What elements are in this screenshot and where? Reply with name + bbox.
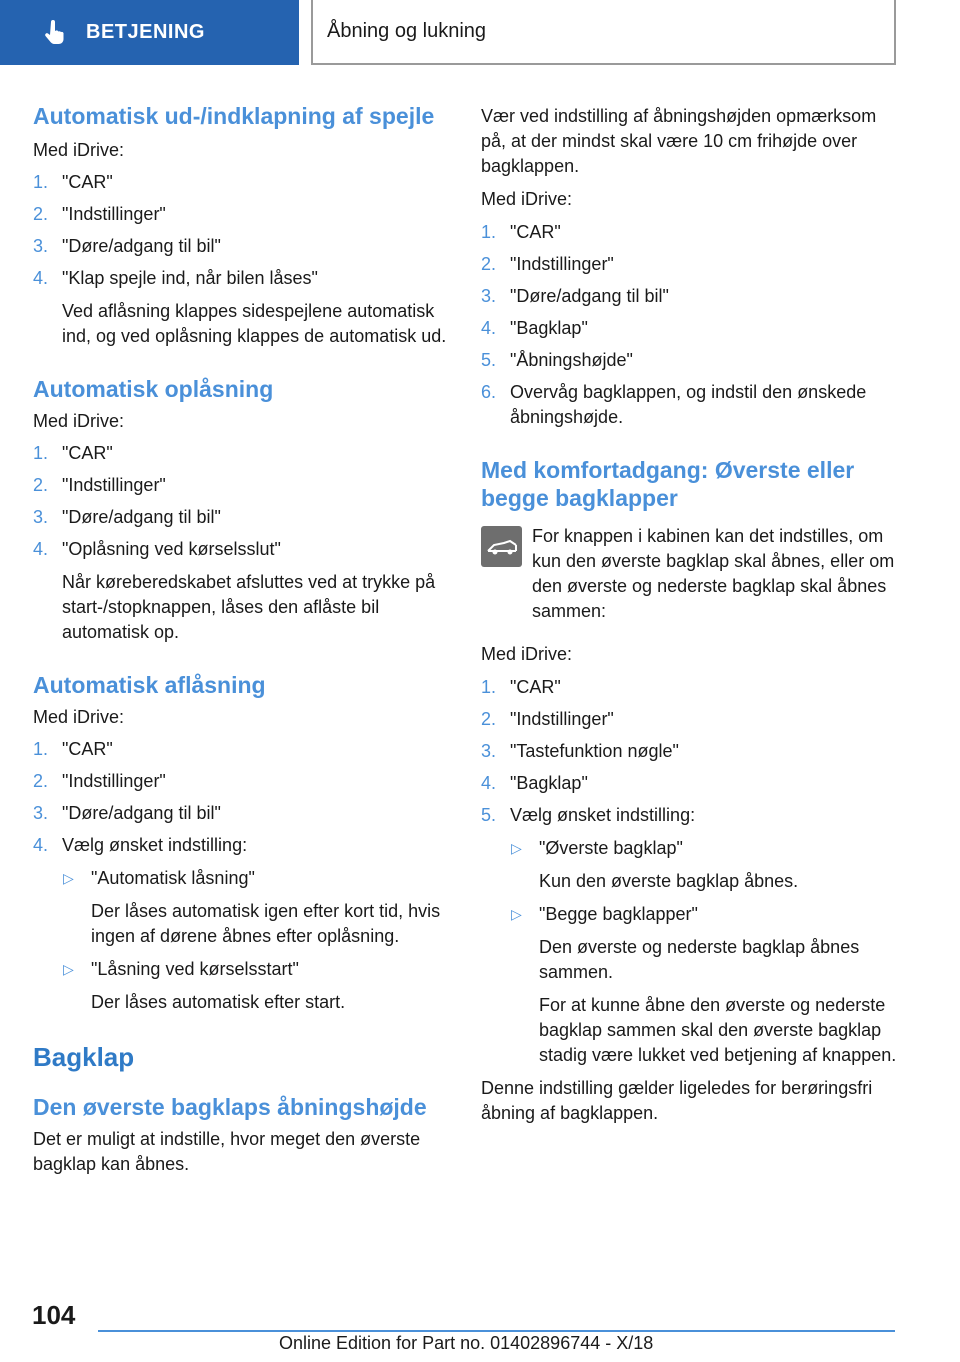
- list-item: 2. "Indstillinger": [33, 475, 166, 495]
- triangle-bullet-icon: ▷: [63, 961, 74, 977]
- footer-edition-text: Online Edition for Part no. 01402896744 - X/18: [279, 1333, 654, 1353]
- steps-list: [33, 441, 448, 645]
- triangle-bullet-icon: ▷: [511, 906, 522, 922]
- list-item: 3. "Døre/adgang til bil": [33, 236, 221, 256]
- intro-text: Med iDrive:: [481, 644, 573, 664]
- steps-list: [33, 170, 448, 349]
- list-item: 2. "Indstillinger": [33, 771, 166, 791]
- page-number: 104: [32, 1300, 76, 1330]
- heading-auto-lock: Automatisk aflåsning: [33, 672, 266, 698]
- list-item: 2. "Indstillinger": [33, 204, 166, 224]
- list-item: 5. Vælg ønsket indstilling: ▷ "Øverste bagklap" Kun den øverste bagklap åbnes. ▷ "Begge bagklapper" Den øverste og nederste bagklap åbnes sammen. For at kunne åbne den øverste og nederste bagklap sammen skal den øverste bagklap stadig være lukket ved betjening af knappen.: [481, 803, 899, 1068]
- intro-text: Med iDrive:: [481, 189, 573, 209]
- steps-list: [481, 675, 899, 1068]
- icon-paragraph: [481, 524, 899, 624]
- list-item: 3. "Døre/adgang til bil": [33, 507, 221, 527]
- options-list: [62, 866, 448, 1015]
- paragraph: For knappen i kabinen kan det indstilles, om kun den øverste bagklap skal åbnes, eller om den øverste og nederste bagklap skal åbnes sammen:: [532, 526, 895, 621]
- list-item: 1. "CAR": [33, 739, 113, 759]
- list-item: 2. "Indstillinger": [481, 254, 614, 274]
- section-tab[interactable]: [0, 0, 299, 65]
- list-item: 4. "Bagklap": [481, 773, 588, 793]
- left-column: [33, 102, 448, 1177]
- list-item: ▷ "Øverste bagklap" Kun den øverste bagklap åbnes.: [511, 838, 799, 891]
- triangle-bullet-icon: ▷: [511, 840, 522, 856]
- list-item: 5. "Åbningshøjde": [481, 350, 633, 370]
- step-note: Ved aflåsning klappes sidespejlene automatisk ind, og ved oplåsning klappes de automatisk ud.: [62, 301, 447, 346]
- list-item: 1. "CAR": [33, 443, 113, 463]
- list-item: 4. "Bagklap": [481, 318, 588, 338]
- heading-mirror-folding: Automatisk ud-/indklapning af spejle: [33, 103, 435, 129]
- list-item: 3. "Døre/adgang til bil": [481, 286, 669, 306]
- hand-pointer-icon: [44, 20, 66, 46]
- list-item: 3. "Døre/adgang til bil": [33, 803, 221, 823]
- list-item: 4. Vælg ønsket indstilling: ▷ "Automatisk låsning" Der låses automatisk igen efter kort tid, hvis ingen af dørene åbnes efter oplåsning. ▷ "Låsning ved kørselsstart" Der låses automatisk efter start.: [33, 833, 448, 1015]
- list-item: 4. "Klap spejle ind, når bilen låses" Ved aflåsning klappes sidespejlene automatisk ind, og ved oplåsning klappes de automatisk ud.: [33, 266, 448, 349]
- list-item: ▷ "Begge bagklapper" Den øverste og nederste bagklap åbnes sammen. For at kunne åbne den øverste og nederste bagklap sammen skal den øverste bagklap stadig være lukket ved betjening af knappen.: [511, 904, 897, 1065]
- options-list: [510, 836, 899, 1068]
- steps-list: [481, 220, 899, 430]
- paragraph: Det er muligt at indstille, hvor meget den øverste bagklap kan åbnes.: [33, 1129, 421, 1174]
- intro-text: Med iDrive:: [33, 140, 125, 160]
- step-note: Når køreberedskabet afsluttes ved at trykke på start-/stopknappen, låses den aflåste bil automatisk op.: [62, 572, 436, 642]
- list-item: 2. "Indstillinger": [481, 709, 614, 729]
- list-item: 6. Overvåg bagklappen, og indstil den ønskede åbningshøjde.: [481, 382, 867, 427]
- list-item: ▷ "Automatisk låsning" Der låses automatisk igen efter kort tid, hvis ingen af dørene åbnes efter oplåsning.: [63, 868, 441, 946]
- list-item: ▷ "Låsning ved kørselsstart" Der låses automatisk efter start.: [63, 959, 346, 1012]
- intro-text: Med iDrive:: [33, 411, 125, 431]
- car-tailgate-icon: [481, 526, 522, 567]
- chapter-title: Åbning og lukning: [311, 0, 896, 65]
- list-item: 1. "CAR": [33, 172, 113, 192]
- section-label: BETJENING: [86, 21, 205, 43]
- list-item: 4. "Oplåsning ved kørselsslut" Når køreberedskabet afsluttes ved at trykke på start-/stopknappen, låses den aflåste bil automatisk op.: [33, 537, 448, 645]
- list-item: 1. "CAR": [481, 677, 561, 697]
- heading-upper-tailgate-height: Den øverste bagklaps åbningshøjde: [33, 1094, 427, 1120]
- right-column: [481, 104, 899, 1126]
- list-item: 1. "CAR": [481, 222, 561, 242]
- paragraph: Vær ved indstilling af åbningshøjden opmærksom på, at der mindst skal være 10 cm frihøjde over bagklappen.: [481, 106, 877, 176]
- heading-auto-unlock: Automatisk oplåsning: [33, 376, 274, 402]
- triangle-bullet-icon: ▷: [63, 870, 74, 886]
- heading-tailgate: Bagklap: [33, 1042, 135, 1072]
- list-item: 3. "Tastefunktion nøgle": [481, 741, 679, 761]
- heading-comfort-access: Med komfortadgang: Øverste eller begge bagklapper: [481, 457, 855, 511]
- footer-divider: [98, 1330, 895, 1332]
- steps-list: [33, 737, 448, 1015]
- paragraph: Denne indstilling gælder ligeledes for berøringsfri åbning af bagklappen.: [481, 1078, 873, 1123]
- intro-text: Med iDrive:: [33, 707, 125, 727]
